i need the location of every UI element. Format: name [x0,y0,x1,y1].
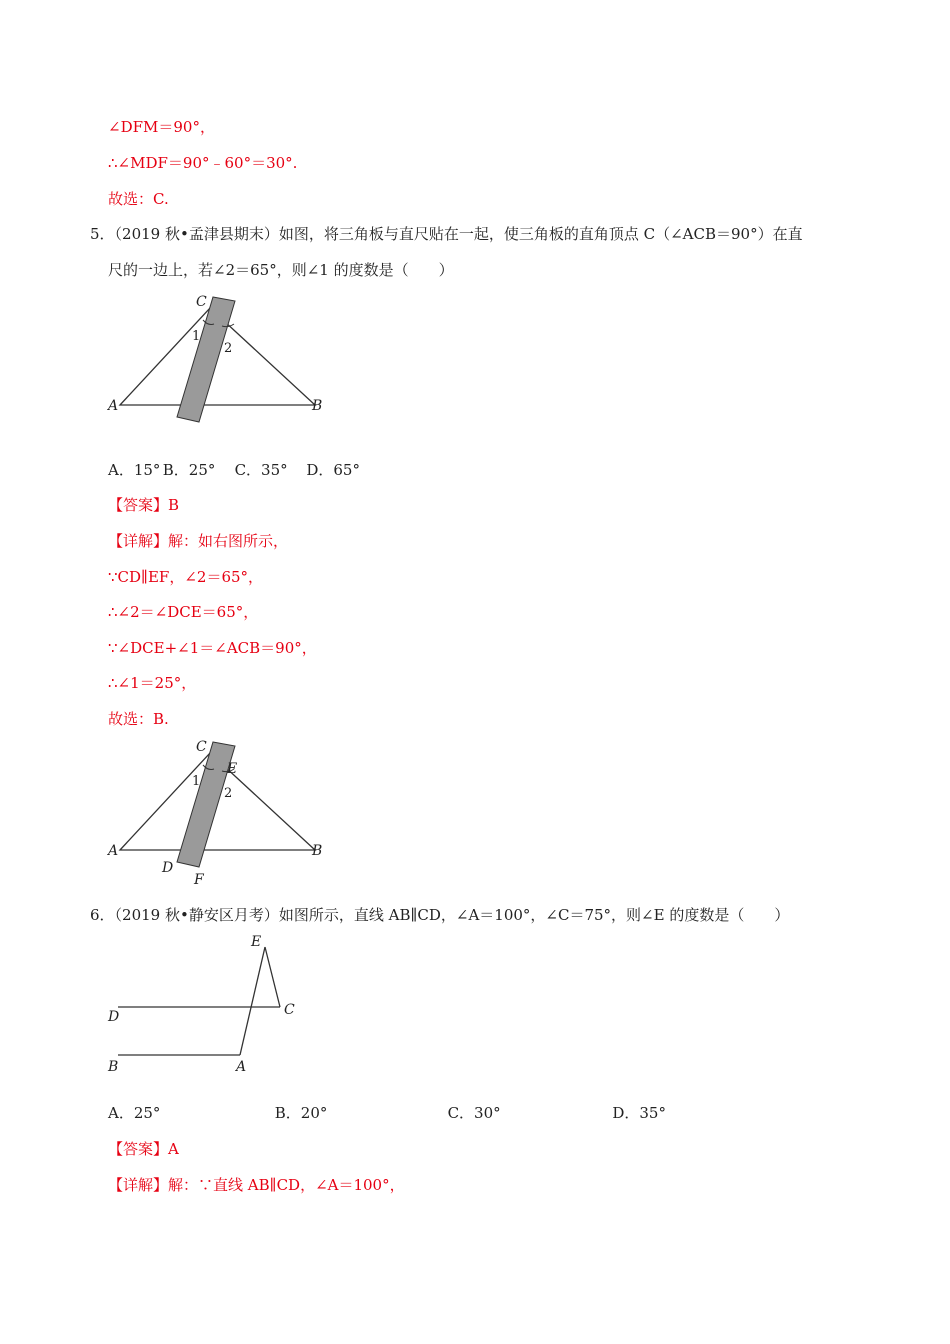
q6-option-c[interactable]: C．30° [447,1104,501,1122]
q5-option-c[interactable]: C．35° [234,461,288,479]
segment-ec [265,947,280,1007]
label-C: C [196,739,207,755]
q6-detail-label: 【详解】 [108,1176,169,1194]
q5-detail-label: 【详解】 [108,532,169,550]
q5-detail-text: 解：如右图所示， [168,532,289,550]
label-A: A [108,843,119,859]
q6-options [108,1103,666,1123]
q6-text-1: （2019 秋•静安区月考）如图所示，直线 AB∥CD，∠A＝100°，∠C＝75°，则∠E 的度数是（ ） [114,906,790,924]
q5-step-4: ∴∠1＝25°， [108,674,197,692]
label-B: B [312,398,323,414]
prev-solution-line-2: ∴∠MDF＝90°﹣60°＝30°. [108,154,298,172]
q6-option-d[interactable]: D．35° [612,1104,666,1122]
label-D: D [162,860,174,876]
q5-option-d[interactable]: D．65° [306,461,360,479]
q5-stem-line-1 [90,224,803,244]
q5-figure-2 [100,735,340,895]
q5-step-1: ∵CD∥EF，∠2＝65°， [108,568,264,586]
q6-detail [108,1175,405,1195]
label-E: E [251,934,262,950]
q6-stem-line-1 [90,905,789,925]
ruler [177,297,235,422]
label-F: F [194,872,204,888]
label-C: C [196,294,207,310]
q6-answer: 【答案】A [108,1140,179,1158]
label-C: C [284,1002,295,1018]
q6-option-b[interactable]: B．20° [274,1104,328,1122]
q5-step-2: ∴∠2＝∠DCE＝65°， [108,603,259,621]
q6-number: 6． [90,906,115,924]
segment-ae [240,947,265,1055]
prev-solution-line-1: ∠DFM＝90°， [108,118,215,136]
label-angle-2: 2 [224,786,233,801]
label-B: B [312,843,323,859]
q5-stem-line-2: 尺的一边上，若∠2＝65°，则∠1 的度数是（ ） [108,261,454,279]
label-angle-1: 1 [192,329,201,344]
label-angle-2: 2 [224,341,233,356]
q6-detail-text: 解：∵直线 AB∥CD，∠A＝100°， [168,1176,405,1194]
q5-text-1: （2019 秋•孟津县期末）如图，将三角板与直尺贴在一起，使三角板的直角顶点 C（∠ACB＝90°）在直 [114,225,803,243]
q5-option-b[interactable]: B．25° [162,461,216,479]
q6-option-a[interactable]: A．25° [108,1104,161,1122]
q6-figure [100,930,320,1080]
label-angle-1: 1 [192,774,201,789]
q5-options [108,460,360,480]
q5-number: 5． [90,225,115,243]
q5-step-5: 故选：B. [108,710,169,728]
label-B: B [108,1059,119,1075]
q5-detail-intro [108,531,288,551]
label-E: E [227,761,238,777]
q5-answer: 【答案】B [108,496,180,514]
label-D: D [108,1009,120,1025]
q5-step-3: ∵∠DCE+∠1＝∠ACB＝90°， [108,639,317,657]
label-A: A [108,398,119,414]
label-A: A [236,1059,247,1075]
q5-option-a[interactable]: A．15° [108,461,161,479]
prev-solution-line-3: 故选：C. [108,190,169,208]
q5-figure-1 [100,290,340,430]
